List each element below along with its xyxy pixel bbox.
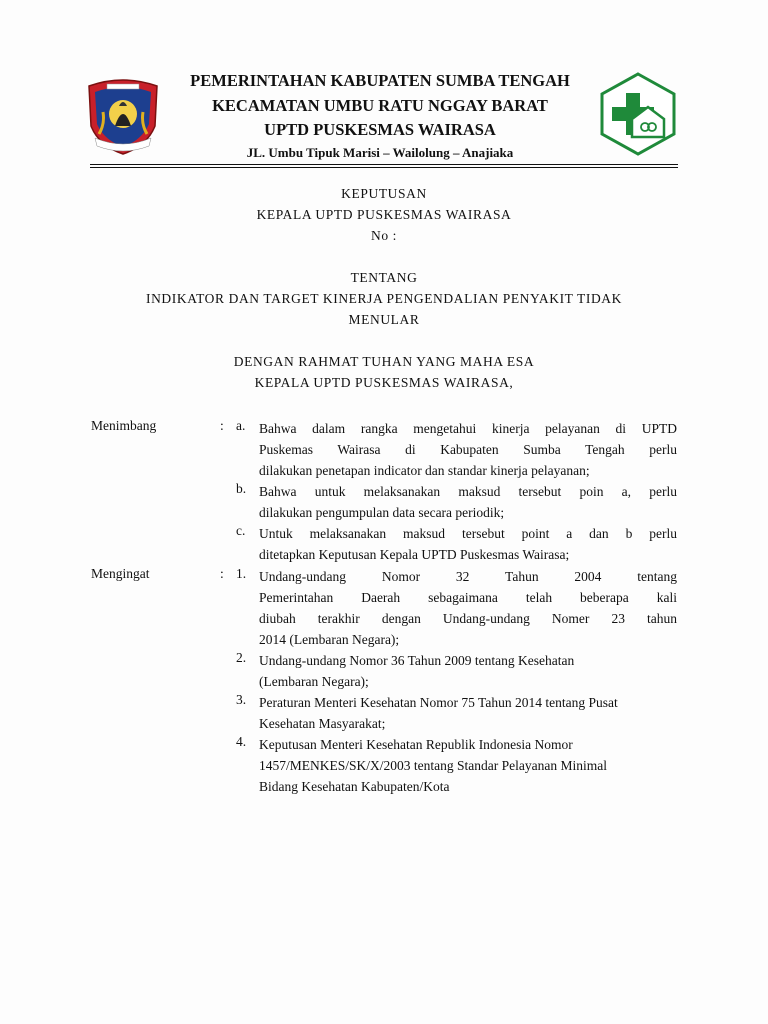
decree-heading: KEPUTUSAN xyxy=(341,186,427,201)
header-puskesmas: UPTD PUSKESMAS WAIRASA xyxy=(264,120,496,139)
list-item-line: 2014 (Lembaran Negara); xyxy=(259,632,400,647)
list-item-line: Bahwa dalam rangka mengetahui kinerja pelayanan di UPTD xyxy=(259,421,677,436)
mengingat-label: Mengingat xyxy=(91,566,150,581)
about-heading: TENTANG xyxy=(350,270,418,285)
list-item-number: a. xyxy=(236,418,246,433)
list-item-line: Pemerintahan Daerah sebagaimana telah beberapa kali xyxy=(259,590,677,605)
list-item xyxy=(259,418,677,481)
mengingat-colon: : xyxy=(220,566,224,581)
list-item-line: Bahwa untuk melaksanakan maksud tersebut poin a, perlu xyxy=(259,484,677,499)
list-item-number: 1. xyxy=(236,566,247,581)
list-item-number: 3. xyxy=(236,692,247,707)
list-item-line: (Lembaran Negara); xyxy=(259,674,369,689)
list-item-line: Undang-undang Nomor 36 Tahun 2009 tentang Kesehatan xyxy=(259,653,575,668)
list-item-number: c. xyxy=(236,523,246,538)
list-item xyxy=(259,523,677,565)
header-address: JL. Umbu Tipuk Marisi – Wailolung – Anajiaka xyxy=(246,145,514,160)
list-item-line: Untuk melaksanakan maksud tersebut point a dan b perlu xyxy=(259,526,677,541)
subject-line-1: INDIKATOR DAN TARGET KINERJA PENGENDALIAN PENYAKIT TIDAK xyxy=(145,291,622,306)
list-item xyxy=(259,734,677,797)
puskesmas-logo-icon xyxy=(598,71,678,157)
header-kecamatan: KECAMATAN UMBU RATU NGGAY BARAT xyxy=(212,96,548,115)
menimbang-label: Menimbang xyxy=(91,418,157,433)
sumba-tengah-emblem-icon xyxy=(85,76,161,156)
list-item-number: 4. xyxy=(236,734,247,749)
decree-issuer: KEPALA UPTD PUSKESMAS WAIRASA xyxy=(256,207,512,222)
list-item-line: diubah terakhir dengan Undang-undang Nomer 23 tahun xyxy=(259,611,677,626)
list-item-line: dilakukan pengumpulan data secara periodik; xyxy=(259,505,505,520)
list-item xyxy=(259,566,677,650)
list-item-line: Kesehatan Masyarakat; xyxy=(259,716,386,731)
list-item-line: Keputusan Menteri Kesehatan Republik Indonesia Nomor xyxy=(259,737,573,752)
list-item xyxy=(259,650,677,692)
list-item xyxy=(259,692,677,734)
subject-line-2: MENULAR xyxy=(348,312,420,327)
list-item-line: Undang-undang Nomor 32 Tahun 2004 tentang xyxy=(259,569,677,584)
header-government: PEMERINTAHAN KABUPATEN SUMBA TENGAH xyxy=(190,71,570,90)
list-item xyxy=(259,481,677,523)
decree-number: No : xyxy=(370,228,398,243)
blessing-line: DENGAN RAHMAT TUHAN YANG MAHA ESA xyxy=(233,354,535,369)
header-divider-secondary xyxy=(90,167,678,168)
list-item-number: b. xyxy=(236,481,247,496)
list-item-line: Peraturan Menteri Kesehatan Nomor 75 Tahun 2014 tentang Pusat xyxy=(259,695,618,710)
list-item-line: ditetapkan Keputusan Kepala UPTD Puskesmas Wairasa; xyxy=(259,547,570,562)
list-item-line: Bidang Kesehatan Kabupaten/Kota xyxy=(259,779,450,794)
list-item-line: 1457/MENKES/SK/X/2003 tentang Standar Pelayanan Minimal xyxy=(259,758,607,773)
list-item-line: dilakukan penetapan indicator dan standar kinerja pelayanan; xyxy=(259,463,590,478)
header-divider xyxy=(90,164,678,165)
menimbang-colon: : xyxy=(220,418,224,433)
issuer-line: KEPALA UPTD PUSKESMAS WAIRASA, xyxy=(254,375,514,390)
list-item-line: Puskemas Wairasa di Kabupaten Sumba Tengah perlu xyxy=(259,442,677,457)
list-item-number: 2. xyxy=(236,650,247,665)
